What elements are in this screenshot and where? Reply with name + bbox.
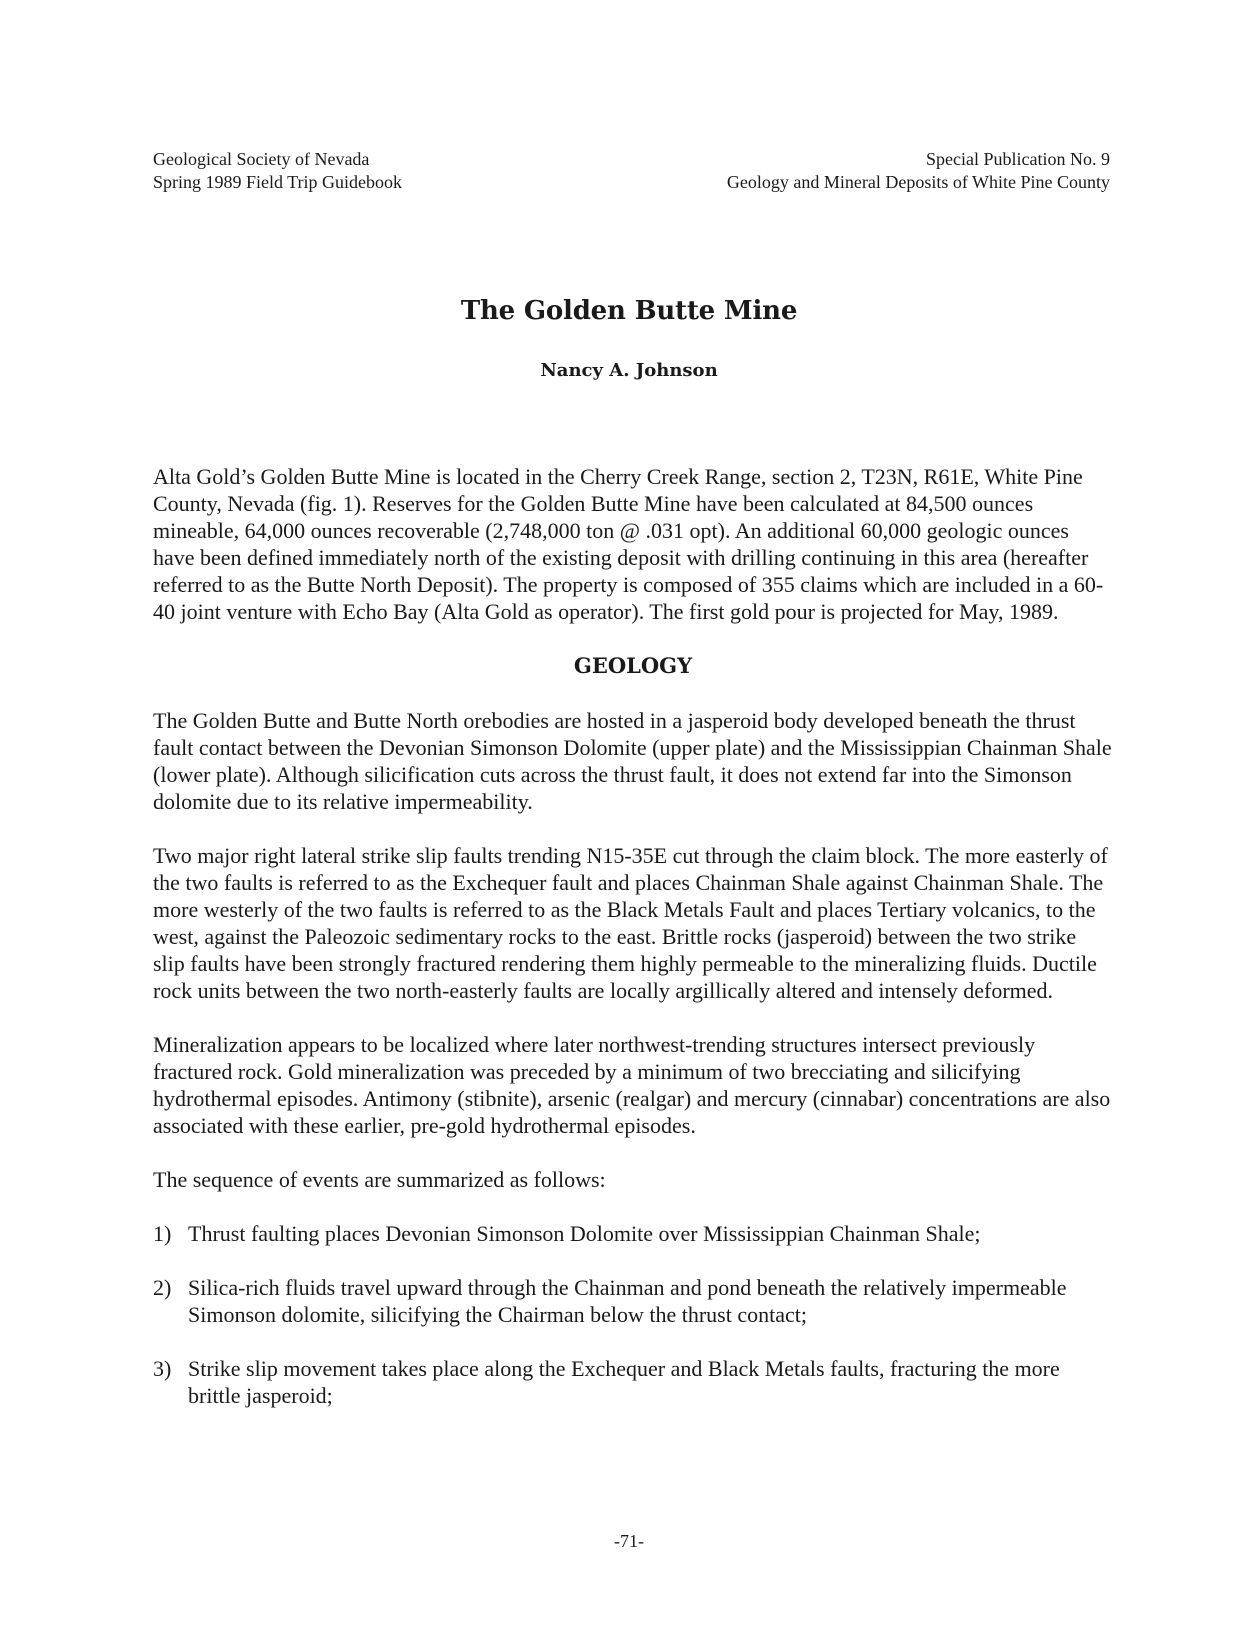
list-item (153, 1355, 1113, 1409)
list-item-text: Strike slip movement takes place along the Exchequer and Black Metals faults, fracturing the more brittle jasperoid; (188, 1356, 1060, 1408)
section-heading-geology: GEOLOGY (573, 653, 693, 678)
article-title: The Golden Butte Mine (460, 296, 798, 326)
article-body (153, 463, 1113, 1436)
geology-paragraph: Mineralization appears to be localized where later northwest-trending structures intersect previously fractured rock. Gold mineralization was preceded by a minimum of two brecciating and silicifying hydrothermal episodes. Antimony (stibnite), arsenic (realgar) and mercury (cinnabar) concentrations are also associated with these earlier, pre-gold hydrothermal episodes. (153, 1032, 1111, 1138)
sequence-intro: The sequence of events are summarized as follows: (153, 1167, 606, 1192)
society-name: Geological Society of Nevada (153, 149, 370, 169)
sequence-list (153, 1220, 1113, 1409)
header-right (727, 148, 1110, 194)
publication-number: Special Publication No. 9 (926, 149, 1110, 169)
article-author: Nancy A. Johnson (540, 360, 718, 381)
list-item-number: 1) (153, 1221, 172, 1246)
list-item (153, 1274, 1113, 1328)
geology-paragraph: Two major right lateral strike slip faults trending N15-35E cut through the claim block. The more easterly of the two faults is referred to as the Exchequer fault and places Chainman Shale against Chainman Shale. The more westerly of the two faults is referred to as the Black Metals Fault and places Tertiary volcanics, to the west, against the Paleozoic sedimentary rocks to the east. Brittle rocks (jasperoid) between the two strike slip faults have been strongly fractured rendering them highly permeable to the mineralizing fluids. Ductile rock units between the two north-easterly faults are locally argillically altered and intensely deformed. (153, 843, 1108, 1003)
page-number: -71- (614, 1531, 644, 1551)
list-item-number: 2) (153, 1275, 172, 1300)
publication-title: Geology and Mineral Deposits of White Pine County (726, 172, 1110, 192)
list-item-number: 3) (153, 1356, 172, 1381)
header-left (153, 148, 402, 194)
intro-paragraph: Alta Gold’s Golden Butte Mine is located in the Cherry Creek Range, section 2, T23N, R61E, White Pine County, Nevada (fig. 1). Reserves for the Golden Butte Mine have been calculated at 84,500 ounces mineable, 64,000 ounces recoverable (2,748,000 ton @ .031 opt). An additional 60,000 geologic ounces have been defined immediately north of the existing deposit with drilling continuing in this area (hereafter referred to as the Butte North Deposit). The property is composed of 355 claims which are included in a 60-40 joint venture with Echo Bay (Alta Gold as operator). The first gold pour is projected for May, 1989. (153, 464, 1104, 624)
list-item (153, 1220, 1113, 1247)
list-item-text: Thrust faulting places Devonian Simonson Dolomite over Mississippian Chainman Shale; (188, 1221, 981, 1246)
geology-paragraph: The Golden Butte and Butte North orebodies are hosted in a jasperoid body developed beneath the thrust fault contact between the Devonian Simonson Dolomite (upper plate) and the Mississippian Chainman Shale (lower plate). Although silicification cuts across the thrust fault, it does not extend far into the Simonson dolomite due to its relative impermeability. (153, 708, 1112, 814)
list-item-text: Silica-rich fluids travel upward through the Chainman and pond beneath the relatively impermeable Simonson dolomite, silicifying the Chairman below the thrust contact; (188, 1275, 1067, 1327)
guidebook-name: Spring 1989 Field Trip Guidebook (153, 172, 403, 192)
